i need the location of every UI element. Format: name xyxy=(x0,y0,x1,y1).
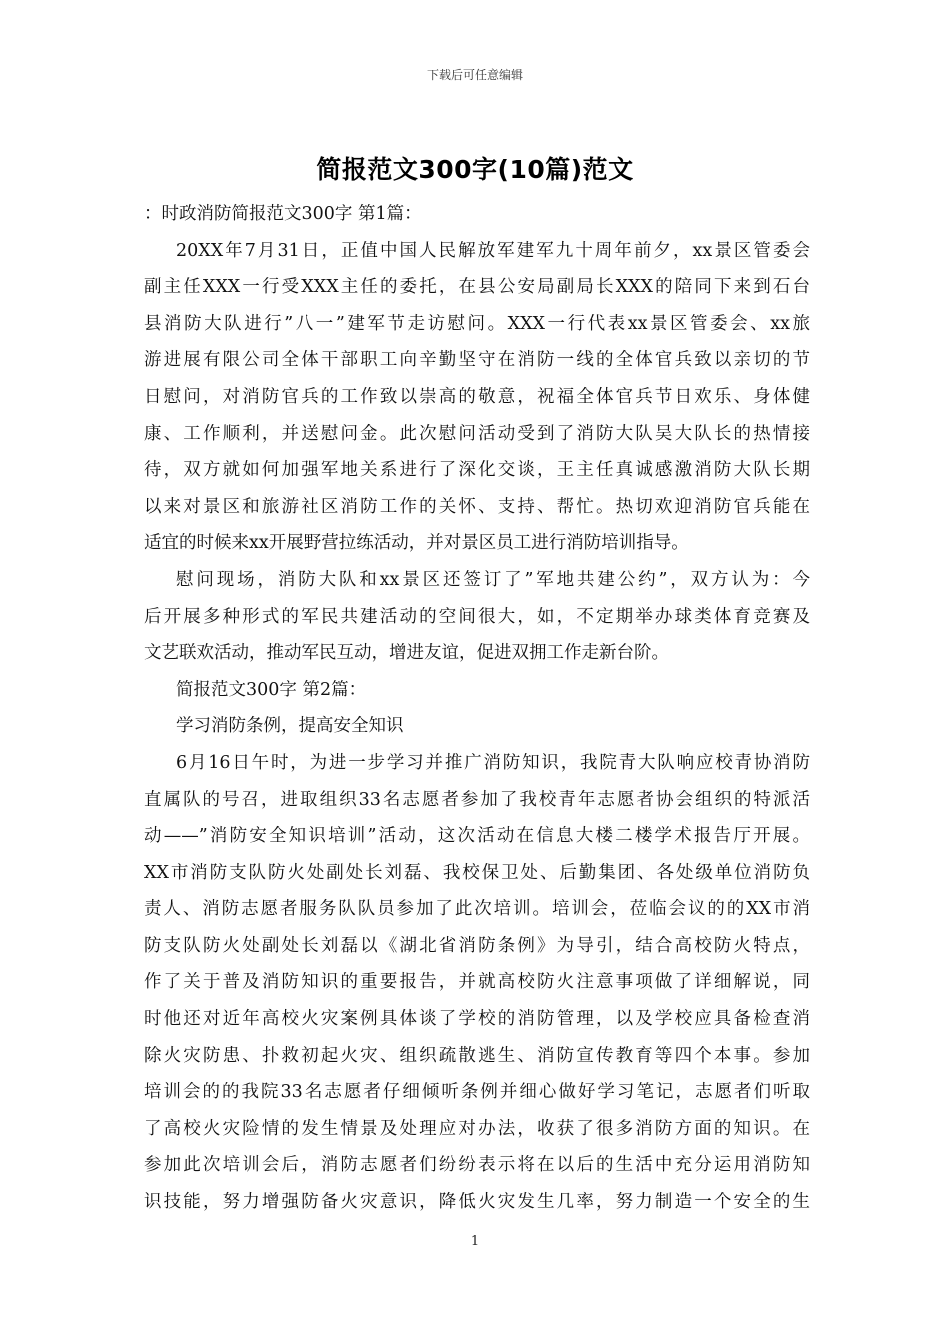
paragraph-line: 时他还对近年高校火灾案例具体谈了学校的消防管理，以及学校应具备检查消 xyxy=(144,1009,810,1030)
article-subtitle: 学习消防条例，提高安全知识 xyxy=(176,716,404,737)
paragraph-line: 县消防大队进行”八一”建军节走访慰问。XXX一行代表xx景区管委会、xx旅 xyxy=(144,313,810,334)
paragraph-line: 参加此次培训会后，消防志愿者们纷纷表示将在以后的生活中充分运用消防知 xyxy=(144,1155,810,1176)
paragraph-line: 识技能，努力增强防备火灾意识，降低火灾发生几率，努力制造一个安全的生 xyxy=(144,1192,810,1213)
section-heading-2: 简报范文300字 第2篇： xyxy=(176,679,367,700)
paragraph-line: 直属队的号召，进取组织33名志愿者参加了我校青年志愿者协会组织的特派活 xyxy=(144,789,810,810)
paragraph-line: 除火灾防患、扑救初起火灾、组织疏散逃生、消防宣传教育等四个本事。参加 xyxy=(144,1045,810,1066)
document-title: 简报范文300字(10篇)范文 xyxy=(316,155,634,184)
paragraph-line: 培训会的的我院33名志愿者仔细倾听条例并细心做好学习笔记，志愿者们听取 xyxy=(144,1082,810,1103)
paragraph-line: 康、工作顺利，并送慰问金。此次慰问活动受到了消防大队吴大队长的热情接 xyxy=(144,423,810,444)
paragraph-line: 责人、消防志愿者服务队队员参加了此次培训。培训会，莅临会议的的XX市消 xyxy=(144,899,810,920)
document-body xyxy=(144,196,810,1221)
paragraph-line: 副主任XXX一行受XXX主任的委托，在县公安局副局长XXX的陪同下来到石台 xyxy=(144,277,810,298)
paragraph-line: 后开展多种形式的军民共建活动的空间很大，如，不定期举办球类体育竞赛及 xyxy=(144,606,810,627)
paragraph-line: 游进展有限公司全体干部职工向辛勤坚守在消防一线的全体官兵致以亲切的节 xyxy=(144,350,810,371)
paragraph-line: 适宜的时候来xx开展野营拉练活动，并对景区员工进行消防培训指导。 xyxy=(144,533,689,554)
page-header-note: 下载后可任意编辑 xyxy=(426,68,523,82)
paragraph-line: 作了关于普及消防知识的重要报告，并就高校防火注意事项做了详细解说，同 xyxy=(144,972,810,993)
paragraph-line: 20XX年7月31日，正值中国人民解放军建军九十周年前夕，xx景区管委会 xyxy=(176,240,810,261)
page-number: 1 xyxy=(470,1234,480,1249)
paragraph-line: 以来对景区和旅游社区消防工作的关怀、支持、帮忙。热切欢迎消防官兵能在 xyxy=(144,496,810,517)
paragraph-line: 了高校火灾险情的发生情景及处理应对办法，收获了很多消防方面的知识。在 xyxy=(144,1118,810,1139)
paragraph-line: 待，双方就如何加强军地关系进行了深化交谈，王主任真诚感激消防大队长期 xyxy=(144,460,810,481)
paragraph-line: 日慰问，对消防官兵的工作致以崇高的敬意，祝福全体官兵节日欢乐、身体健 xyxy=(144,386,810,407)
paragraph-line: 防支队防火处副处长刘磊以《湖北省消防条例》为导引，结合高校防火特点， xyxy=(144,935,810,956)
paragraph-line: 6月16日午时，为进一步学习并推广消防知识，我院青大队响应校青协消防 xyxy=(176,752,810,773)
paragraph-line: 慰问现场，消防大队和xx景区还签订了”军地共建公约”，双方认为：今 xyxy=(176,569,810,590)
paragraph-line: XX市消防支队防火处副处长刘磊、我校保卫处、后勤集团、各处级单位消防负 xyxy=(144,862,810,883)
paragraph-line: 文艺联欢活动，推动军民互动，增进友谊，促进双拥工作走新台阶。 xyxy=(144,643,669,664)
section-heading-1: ：时政消防简报范文300字 第1篇： xyxy=(144,204,422,224)
paragraph-line: 动——”消防安全知识培训”活动，这次活动在信息大楼二楼学术报告厅开展。 xyxy=(144,826,810,847)
